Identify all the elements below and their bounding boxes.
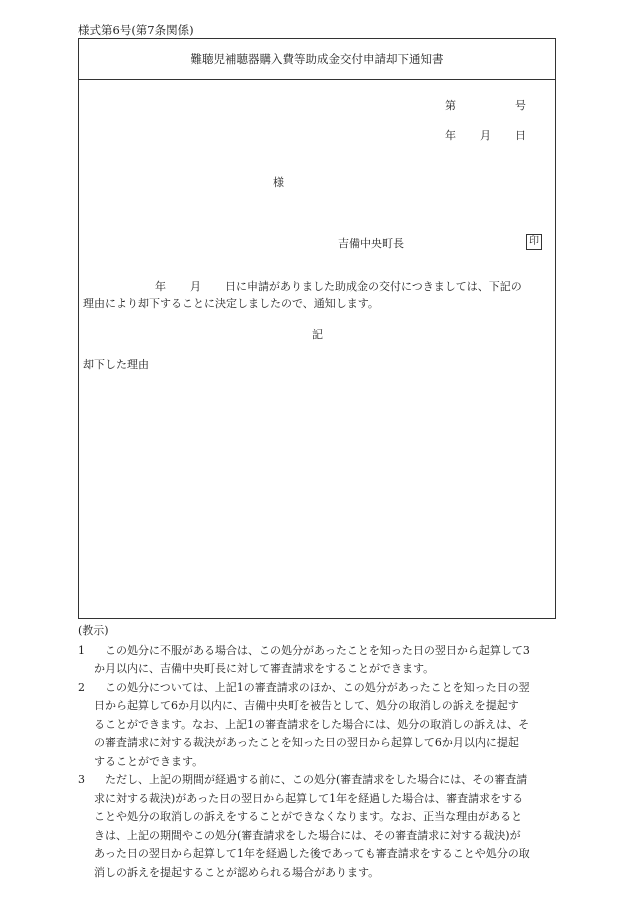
doc-number-dai: 第: [445, 99, 456, 112]
ki-heading: 記: [312, 328, 323, 341]
note-line: の審査請求に対する裁決があったことを知った日の翌日から起算して6か月以内に提起: [94, 736, 519, 749]
body-line-1: [83, 278, 553, 295]
document-title: 難聴児補聴器購入費等助成金交付申請却下通知書: [79, 39, 555, 80]
body-day-text: 日に申請がありました助成金の交付につきましては、下記の: [225, 280, 522, 293]
note-item-2: [78, 679, 558, 772]
note-line: 消しの訴えを提起することが認められる場合があります。: [94, 865, 380, 879]
note-line: あった日の翌日から起算して1年を経過した後であっても審査請求をすることや処分の取: [94, 847, 530, 860]
notice-frame: [78, 38, 556, 619]
date-month: 月: [480, 129, 491, 142]
note-number: 2: [78, 680, 85, 694]
seal-mark: 印: [526, 234, 542, 250]
reason-label: 却下した理由: [83, 358, 149, 371]
notice-body: [83, 278, 553, 312]
note-line: ることができます。なお、上記1の審査請求をした場合には、処分の取消しの訴えは、そ: [94, 717, 530, 731]
note-line: きは、上記の期間やこの処分(審査請求をした場合には、その審査請求に対する裁決)が: [94, 828, 521, 842]
note-number: 3: [78, 773, 85, 786]
body-month: 月: [190, 280, 201, 293]
note-item-1: [78, 642, 558, 679]
note-line: ただし、上記の期間が経過する前に、この処分(審査請求をした場合には、その審査請: [105, 773, 528, 786]
note-line: ことや処分の取消しの訴えをすることができなくなります。なお、正当な理由があると: [94, 810, 523, 823]
note-line: か月以内に、吉備中央町長に対して審査請求をすることができます。: [94, 662, 435, 675]
date-day: 日: [515, 129, 526, 142]
instruction-notes: [78, 622, 558, 882]
note-line: 求に対する裁決)があった日の翌日から起算して1年を経過した場合は、審査請求をする: [94, 791, 524, 805]
addressee-suffix: 様: [273, 176, 284, 189]
note-line: することができます。: [94, 754, 204, 768]
form-number: 様式第6号(第7条関係): [78, 23, 194, 37]
note-line: この処分については、上記1の審査請求のほか、この処分があったことを知った日の翌: [105, 680, 530, 694]
body-year: 年: [155, 280, 166, 293]
note-number: 1: [78, 643, 85, 657]
date-year: 年: [445, 129, 456, 142]
notes-heading: (教示): [78, 624, 109, 637]
doc-number-go: 号: [515, 99, 526, 112]
note-line: 日から起算して6か月以内に、吉備中央町を被告として、処分の取消しの訴えを提起す: [94, 699, 519, 712]
body-line-2: 理由により却下することに決定しましたので、通知します。: [83, 297, 379, 310]
note-line: この処分に不服がある場合は、この処分があったことを知った日の翌日から起算して3: [105, 643, 530, 657]
issuer-name: 吉備中央町長: [338, 237, 404, 250]
note-item-3: [78, 771, 558, 882]
